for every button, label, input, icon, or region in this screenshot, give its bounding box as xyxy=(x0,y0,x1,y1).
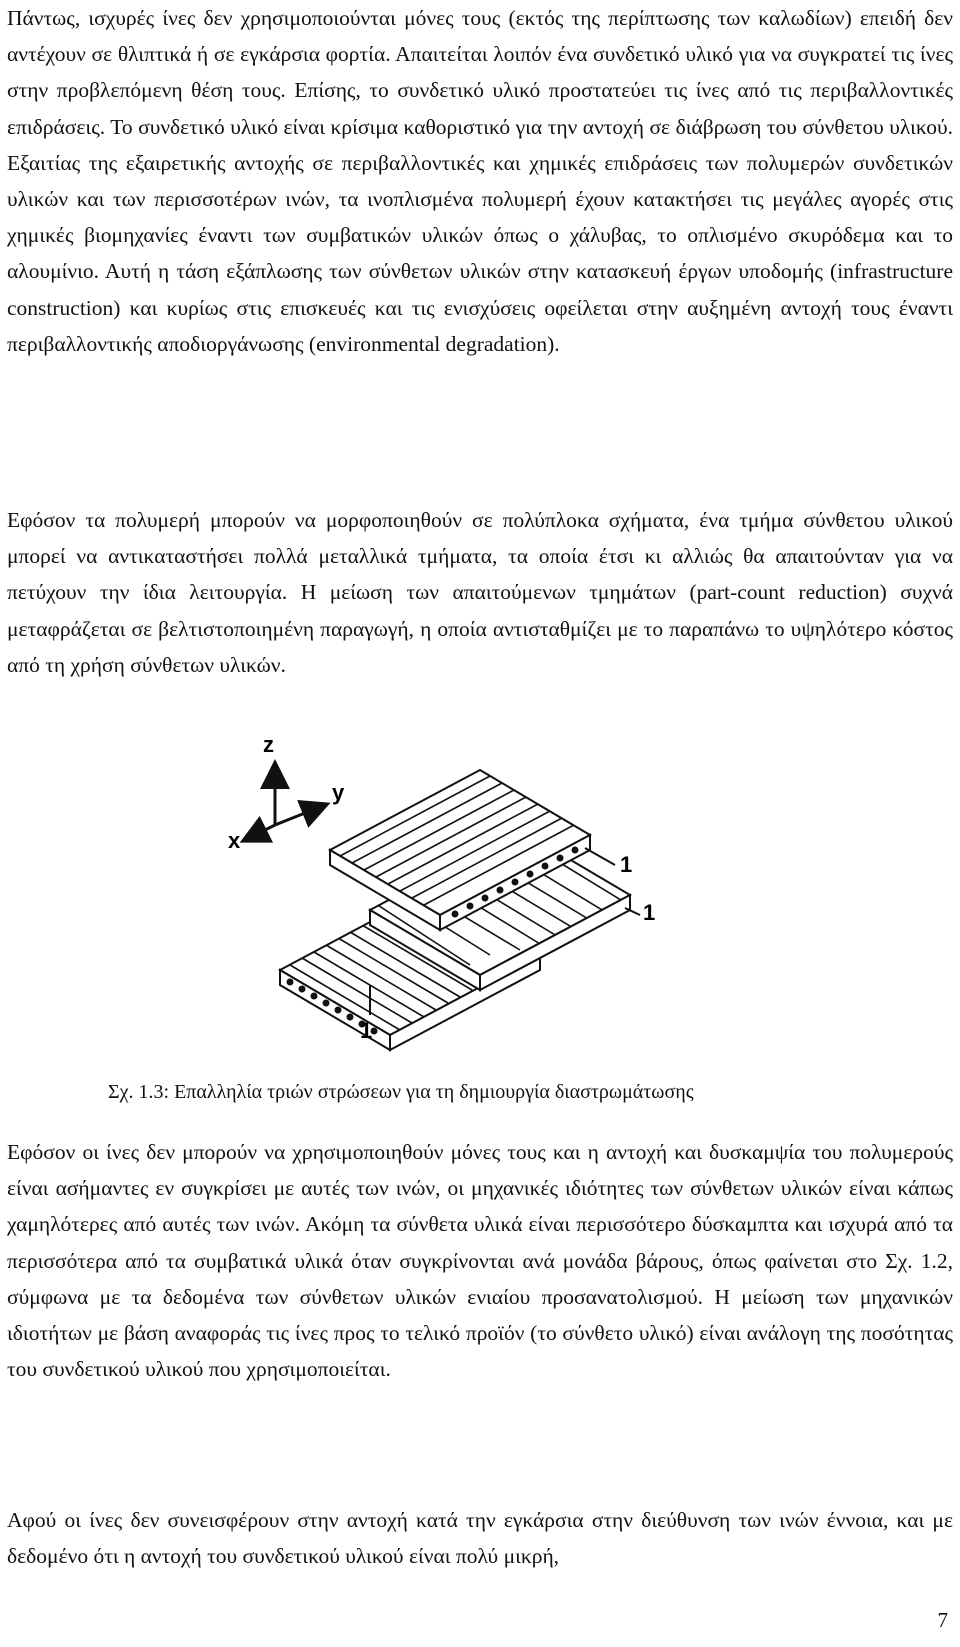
layer-label-3: 1 xyxy=(360,1018,373,1043)
paragraph-4: Αφού οι ίνες δεν συνεισφέρουν στην αντοχή κατά την εγκάρσια στην διεύθυνση των ινών έννοια, και με δεδομένο ότι η αντοχή του συνδετικού υλικού είναι πολύ μικρή, xyxy=(7,1508,953,1569)
laminate-diagram xyxy=(220,732,800,1060)
axes-icon xyxy=(228,732,345,853)
layer-label-1: 1 xyxy=(620,852,633,877)
laminate-figure xyxy=(220,732,800,1060)
paragraph-1: Πάντως, ισχυρές ίνες δεν χρησιμοποιούνται μόνες τους (εκτός της περίπτωσης των καλωδίων) επειδή δεν αντέχουν σε θλιπτικά ή σε εγκάρσια φορτία. Απαιτείται λοιπόν ένα συνδετικό υλικό για να συγκρατεί τις ίνες στην προβλεπόμενη θέση τους. Επίσης, το συνδετικό υλικό προστατεύει τις ίνες από τις περιβαλλοντικές επιδράσεις. Το συνδετικό υλικό είναι κρίσιμα καθοριστικό για την αντοχή σε διάβρωση του σύνθετου υλικού. Εξαιτίας της εξαιρετικής αντοχής σε περιβαλλοντικές και χημικές επιδράσεις των πολυμερών συνδετικών υλικών και των περισσοτέρων ινών, τα ινοπλισμένα πολυμερή έχουν κατακτήσει τις μεγάλες αγορές στις χημικές βιομηχανίες έναντι των συμβατικών υλικών όπως ο χάλυβας, το οπλισμένο σκυρόδεμα και το αλουμίνιο. Αυτή η τάση εξάπλωσης των σύνθετων υλικών στην κατασκευή έργων υποδομής (infrastructure construction) και κυρίως στις επισκευές και τις ενισχύσεις οφείλεται στην αυξημένη αντοχή τους έναντι περιβαλλοντικής αποδιοργάνωσης (environmental degradation). xyxy=(7,6,953,356)
layer-label-2: 1 xyxy=(643,900,656,925)
paragraph-3: Εφόσον οι ίνες δεν μπορούν να χρησιμοποιηθούν μόνες τους και η αντοχή και δυσκαμψία του πολυμερούς είναι ασήμαντες εν συγκρίσει με αυτές των ινών, οι μηχανικές ιδιότητες των σύνθετων υλικών είναι κάπως χαμηλότερες από αυτές των ινών. Ακόμη τα σύνθετα υλικά είναι περισσότερο δύσκαμπτα και ισχυρά από τα περισσότερα από τα συμβατικά υλικά όταν συγκρίνονται ανά μονάδα βάρους, όπως φαίνεται στο Σχ. 1.2, σύμφωνα με τα δεδομένα των σύνθετων υλικών ενιαίου προσανατολισμού. Η μείωση των μηχανικών ιδιοτήτων με βάση αναφοράς τις ίνες προς το τελικό προϊόν (το σύνθετο υλικό) είναι ανάλογη της ποσότητας του συνδετικού υλικού που χρησιμοποιείται. xyxy=(7,1140,953,1382)
axis-label-y: y xyxy=(332,780,345,805)
figure-caption: Σχ. 1.3: Επαλληλία τριών στρώσεων για τη δημιουργία διαστρωμάτωσης xyxy=(108,1081,694,1103)
axis-label-x: x xyxy=(228,828,241,853)
page-number: 7 xyxy=(937,1608,948,1632)
paragraph-2: Εφόσον τα πολυμερή μπορούν να μορφοποιηθούν σε πολύπλοκα σχήματα, ένα τμήμα σύνθετου υλικού μπορεί να αντικαταστήσει πολλά μεταλλικά τμήματα, τα οποία έτσι κι αλλιώς θα απαιτούνταν για να πετύχουν την ίδια λειτουργία. Η μείωση των απαιτούμενων τμημάτων (part-count reduction) συχνά μεταφράζεται σε βελτιστοποιημένη παραγωγή, η οποία αντισταθμίζει με το παραπάνω το υψηλότερο κόστος από τη χρήση σύνθετων υλικών. xyxy=(7,508,953,677)
axis-label-z: z xyxy=(263,732,274,757)
